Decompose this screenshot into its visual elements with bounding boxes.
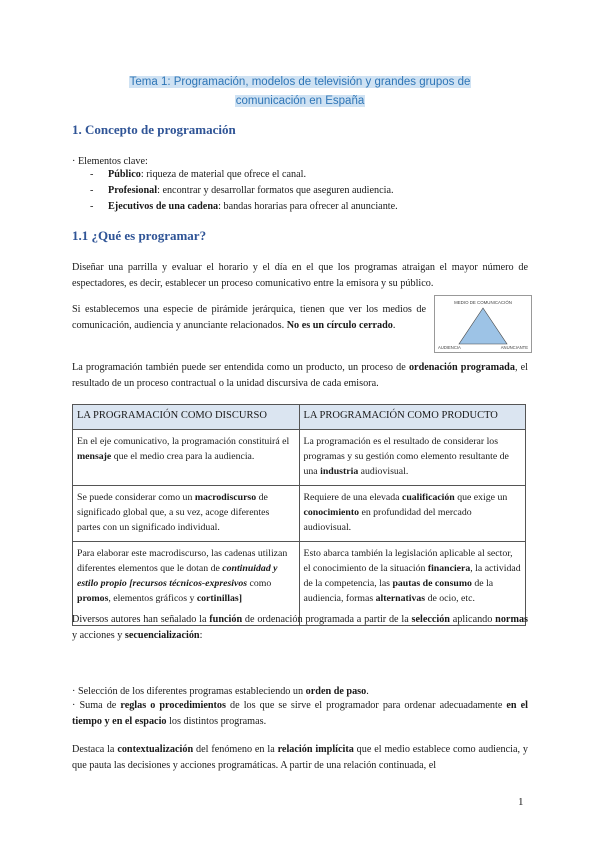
- table-cell: Para elaborar este macrodiscurso, las cadenas utilizan diferentes elementos que le dotan de continuidad y estilo propio [recursos técnicos-expresivos como promos, elementos gráficos y cortinillas]: [73, 542, 300, 626]
- bullet-seleccion: · Selección de los diferentes programas estableciendo un orden de paso.: [72, 686, 369, 697]
- list-item: - Ejecutivos de una cadena: bandas horarias para ofrecer al anunciante.: [90, 201, 398, 212]
- pyramid-left-label: AUDIENCIA: [438, 345, 461, 350]
- comparison-table: [72, 404, 526, 626]
- key-elements-intro: · Elementos clave:: [72, 156, 148, 167]
- pyramid-top-label: MEDIO DE COMUNICACIÓN: [454, 300, 512, 305]
- title-line-2: comunicación en España: [235, 95, 365, 107]
- table-header-discurso: LA PROGRAMACIÓN COMO DISCURSO: [73, 405, 300, 430]
- pyramid-graphic: [435, 296, 531, 352]
- table-header-row: [73, 405, 526, 430]
- paragraph-product: La programación también puede ser entendida como un producto, un proceso de ordenación programada, el resultado de un proceso contractual o la unidad discursiva de cada emisora.: [72, 362, 528, 389]
- paragraph-authors: Diversos autores han señalado la función de ordenación programada a partir de la selección aplicando normas y acciones y secuencialización:: [72, 614, 528, 641]
- table-cell: Se puede considerar como un macrodiscurso de significado global que, a su vez, acoge diferentes partes con un significado individual.: [73, 486, 300, 542]
- table-cell: Requiere de una elevada cualificación que exige un conocimiento en profundidad del mercado audiovisual.: [299, 486, 526, 542]
- pyramid-right-label: ANUNCIANTE: [500, 345, 528, 350]
- comparison-table-wrap: [72, 404, 526, 626]
- paragraph-contextualizacion: Destaca la contextualización del fenómeno en la relación implícita que el medio establece como audiencia, y que pauta las decisiones y acciones programáticas. A partir de una relación continuada, el: [72, 744, 528, 771]
- table-row: [73, 430, 526, 486]
- title-line-1: Tema 1: Programación, modelos de televisión y grandes grupos de: [129, 76, 471, 88]
- table-header-producto: LA PROGRAMACIÓN COMO PRODUCTO: [299, 405, 526, 430]
- section-heading-que-es-programar: 1.1 ¿Qué es programar?: [72, 228, 207, 243]
- table-cell: Esto abarca también la legislación aplicable al sector, el conocimiento de la situación financiera, la actividad de la competencia, las pautas de consumo de la audiencia, formas alternativas de ocio, etc.: [299, 542, 526, 626]
- paragraph-pyramid: Si establecemos una especie de pirámide jerárquica, tienen que ver los medios de comunicación, audiencia y anunciante relacionados. No es un círculo cerrado.: [72, 304, 426, 331]
- table-cell: En el eje comunicativo, la programación constituirá el mensaje que el medio crea para la audiencia.: [73, 430, 300, 486]
- list-item: - Público: riqueza de material que ofrece el canal.: [90, 169, 307, 180]
- document-title: [60, 72, 540, 110]
- section-heading-concepto: 1. Concepto de programación: [72, 122, 236, 137]
- table-cell: La programación es el resultado de considerar los programas y su gestión como elemento resultante de una industria audiovisual.: [299, 430, 526, 486]
- pyramid-diagram: [434, 295, 532, 353]
- table-row: [73, 486, 526, 542]
- bullet-reglas: · Suma de reglas o procedimientos de los que se sirve el programador para ordenar adecuadamente en el tiempo y en el espacio los distintos programas.: [72, 700, 528, 727]
- paragraph-definition: Diseñar una parrilla y evaluar el horario y el día en el que los programas atraigan el mayor número de espectadores, es decir, establecer un proceso comunicativo entre la emisora y su público.: [72, 262, 528, 289]
- key-elements-list: [90, 167, 398, 215]
- list-item: - Profesional: encontrar y desarrollar formatos que aseguren audiencia.: [90, 185, 394, 196]
- pyramid-triangle: [459, 308, 507, 344]
- page-number: 1: [518, 796, 524, 808]
